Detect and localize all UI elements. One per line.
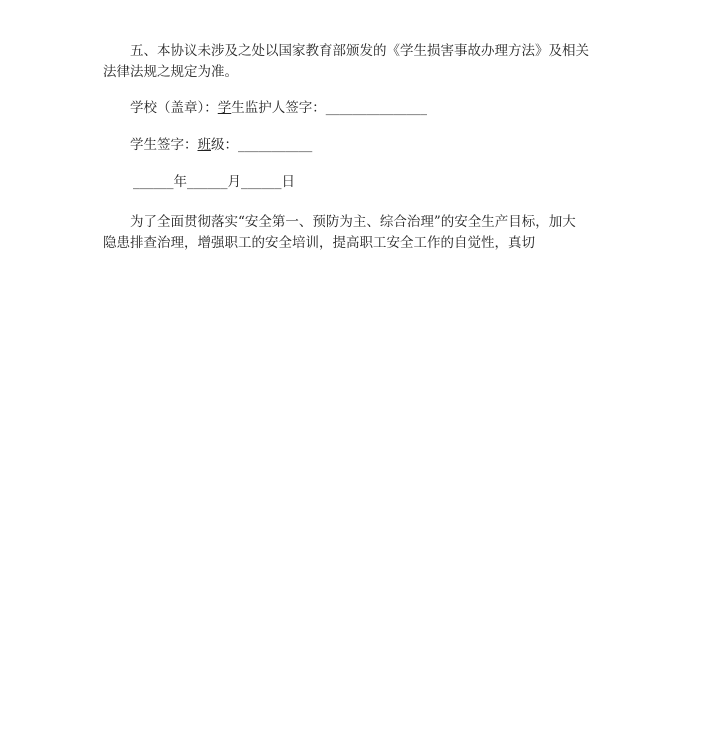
underlined-char: 学 [217,100,232,116]
clause-five-line-1: 五、本协议未涉及之处以国家教育部颁发的《学生损害事故办理方法》及相关 [130,43,589,59]
school-seal-label: 学校（盖章）： [130,100,218,116]
date-line[interactable]: ______年______月______日 [133,174,295,190]
student-signature-line [130,135,312,155]
guardian-signature-label: 生监护人签字： [231,100,326,116]
class-label: 级： [211,137,238,153]
class-blank[interactable]: ___________ [238,137,313,153]
guardian-signature-blank[interactable]: _______________ [325,100,427,116]
school-signature-line [130,98,427,118]
class-underlined-char: 班 [197,137,211,153]
clause-five-line-2: 法律法规之规定为准。 [103,64,238,80]
paragraph-two-line-1: 为了全面贯彻落实“安全第一、预防为主、综合治理”的安全生产目标，加大 [130,214,576,230]
paragraph-two-line-2: 隐患排查治理，增强职工的安全培训，提高职工安全工作的自觉性，真切 [103,235,535,251]
student-signature-label: 学生签字： [130,137,198,153]
